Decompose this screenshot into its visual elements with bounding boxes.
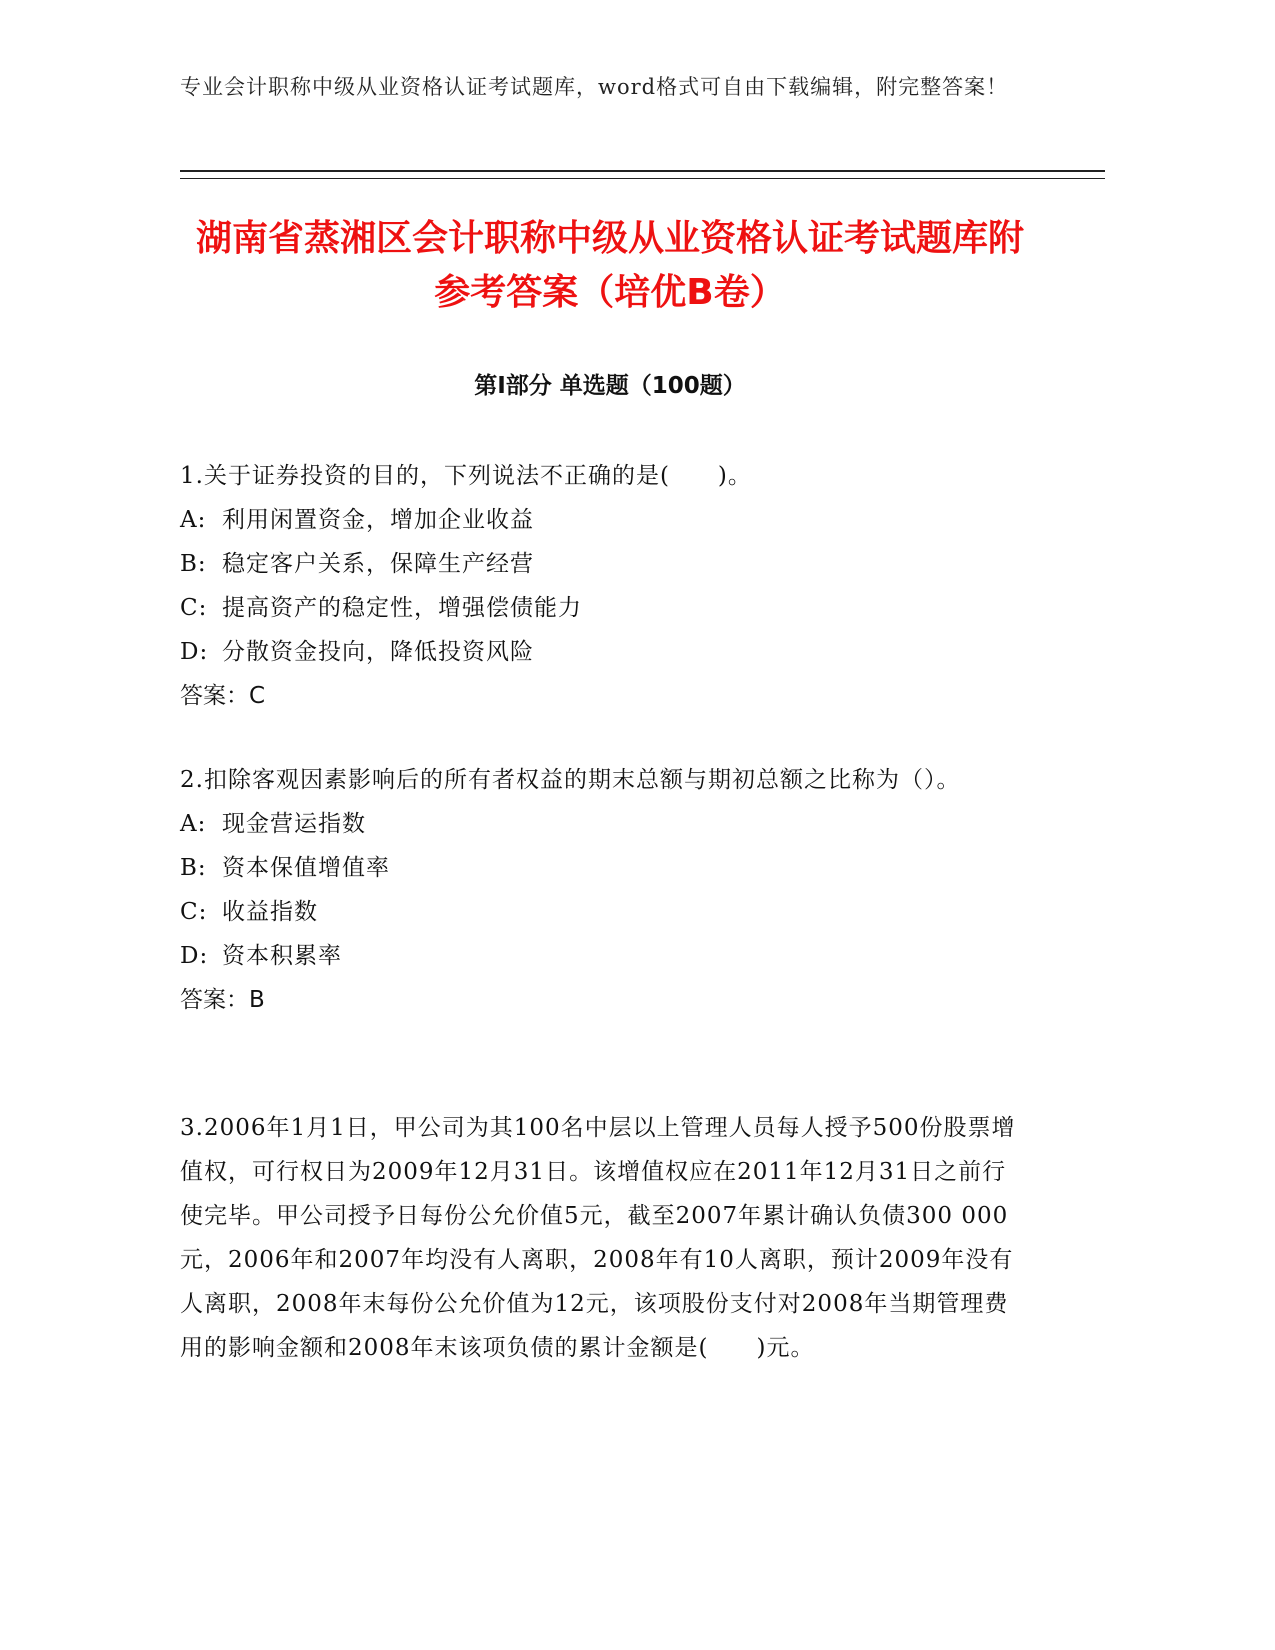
option-text: 收益指数 [222,899,318,925]
question-1 [180,454,1030,718]
option-text: 利用闲置资金，增加企业收益 [222,507,534,533]
option-c [180,586,1030,630]
option-text: 资本积累率 [222,943,342,969]
answer: 答案：B [180,987,265,1013]
option-key: A: [180,507,207,533]
option-key: A: [180,811,207,837]
option-text: 现金营运指数 [222,811,366,837]
option-key: D: [180,943,209,969]
option-key: B: [180,855,207,881]
option-key: C: [180,899,208,925]
question-stem: 2.扣除客观因素影响后的所有者权益的期末总额与期初总额之比称为（）。 [180,767,961,793]
option-text: 提高资产的稳定性，增强偿债能力 [222,595,582,621]
header-note: 专业会计职称中级从业资格认证考试题库，word格式可自由下载编辑，附完整答案！ [180,75,1009,99]
question-2 [180,758,1030,1022]
option-b [180,542,1030,586]
header-divider-thin [180,178,1105,179]
option-d [180,934,1030,978]
option-a [180,802,1030,846]
option-a [180,498,1030,542]
option-text: 资本保值增值率 [222,855,390,881]
document-title: 湖南省蒸湘区会计职称中级从业资格认证考试题库附参考答案（培优B卷） [195,218,1024,313]
option-c [180,890,1030,934]
header-divider-thick [180,170,1105,172]
answer: 答案：C [180,683,266,709]
option-d [180,630,1030,674]
question-3 [180,1106,1030,1370]
option-key: D: [180,639,209,665]
question-stem: 3.2006年1月1日，甲公司为其100名中层以上管理人员每人授予500份股票增值权，可行权日为2009年12月31日。该增值权应在2011年12月31日之前行使完毕。甲公司授予日每份公允价值5元，截至2007年累计确认负债300 000元，2006年和2007年均没有人离职，2008年有10人离职，预计2009年没有人离职，2008年末每份公允价值为12元，该项股份支付对2008年当期管理费用的影响金额和2008年末该项负债的累计金额是( )元。 [180,1115,1016,1361]
section-heading: 第Ⅰ部分 单选题（100题） [474,373,746,399]
option-key: C: [180,595,208,621]
option-text: 稳定客户关系，保障生产经营 [222,551,534,577]
option-key: B: [180,551,207,577]
option-text: 分散资金投向，降低投资风险 [222,639,534,665]
option-b [180,846,1030,890]
question-stem: 1.关于证券投资的目的，下列说法不正确的是( )。 [180,463,752,489]
